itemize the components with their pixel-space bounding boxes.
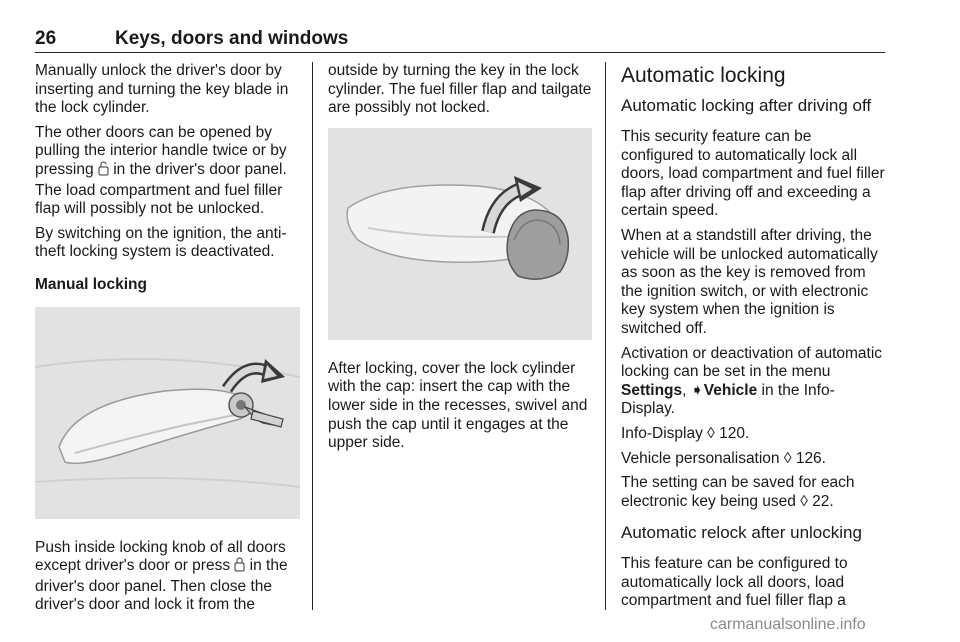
- paragraph: Manually unlock the driver's door by inserting and turning the key blade in the lock cylinder.: [35, 62, 289, 117]
- lock-cylinder-cap-illustration: [328, 128, 592, 340]
- paragraph: This feature can be configured to automatically lock all doors, load compartment and fuel filler flap a: [621, 555, 848, 610]
- text: in the Info-Display.: [621, 381, 835, 418]
- column-middle: [328, 62, 592, 459]
- paragraph: outside by turning the key in the lock cylinder. The fuel filler flap and tailgate are possibly not locked.: [328, 62, 592, 117]
- column-divider: [312, 62, 313, 610]
- paragraph: [35, 124, 300, 219]
- subsection-heading: Automatic locking after driving off: [621, 96, 872, 115]
- paragraph: After locking, cover the lock cylinder with the cap: insert the cap with the lower side in the recesses, swivel and push the cap until it engages at the upper side.: [328, 359, 588, 452]
- page-number: 26: [35, 28, 57, 49]
- lock-padlock-icon: [234, 557, 245, 578]
- text: in the driver's door panel. The load compartment and fuel filler flap will possibly not be unlocked.: [35, 160, 287, 218]
- unlock-padlock-icon: [98, 161, 109, 182]
- column-left: [35, 62, 300, 621]
- menu-settings-label: Settings: [621, 381, 683, 399]
- paragraph: [621, 345, 887, 419]
- text: in the driver's door panel. Then close the driver's door and lock it from the: [35, 557, 288, 614]
- section-subheading: Manual locking: [35, 275, 147, 293]
- watermark: carmanualsonline.info: [710, 616, 866, 633]
- paragraph: This security feature can be configured to automatically lock all doors, load compartment and fuel filler flap after driving off and exceeding a certain speed.: [621, 128, 885, 220]
- door-handle-key-illustration: [35, 307, 300, 519]
- cross-reference: Info-Display ◊ 120.: [621, 424, 750, 442]
- paragraph: When at a standstill after driving, the vehicle will be unlocked automatically as soon as the key is removed from the ignition switch, or with electronic key system when the ignition is switched off.: [621, 226, 878, 337]
- text: The other doors can be opened by pulling the interior handle twice or by pressing: [35, 123, 287, 178]
- chapter-title: Keys, doors and windows: [115, 28, 349, 49]
- menu-vehicle-label: Vehicle: [703, 381, 758, 399]
- text: ,: [682, 381, 691, 399]
- paragraph: The setting can be saved for each electronic key being used ◊ 22.: [621, 474, 855, 510]
- paragraph: By switching on the ignition, the anti-theft locking system is deactivated.: [35, 224, 287, 261]
- section-heading: Automatic locking: [621, 64, 786, 87]
- cross-reference: Vehicle personalisation ◊ 126.: [621, 449, 826, 467]
- paragraph: [35, 539, 300, 615]
- text: Push inside locking knob of all doors except driver's door or press: [35, 538, 286, 575]
- page-header: [35, 28, 885, 53]
- subsection-heading: Automatic relock after unlocking: [621, 523, 862, 543]
- column-right: [621, 62, 887, 617]
- arrow-right-icon: ➧: [690, 381, 704, 399]
- text: Activation or deactivation of automatic locking can be set in the menu: [621, 344, 883, 381]
- column-divider: [605, 62, 606, 610]
